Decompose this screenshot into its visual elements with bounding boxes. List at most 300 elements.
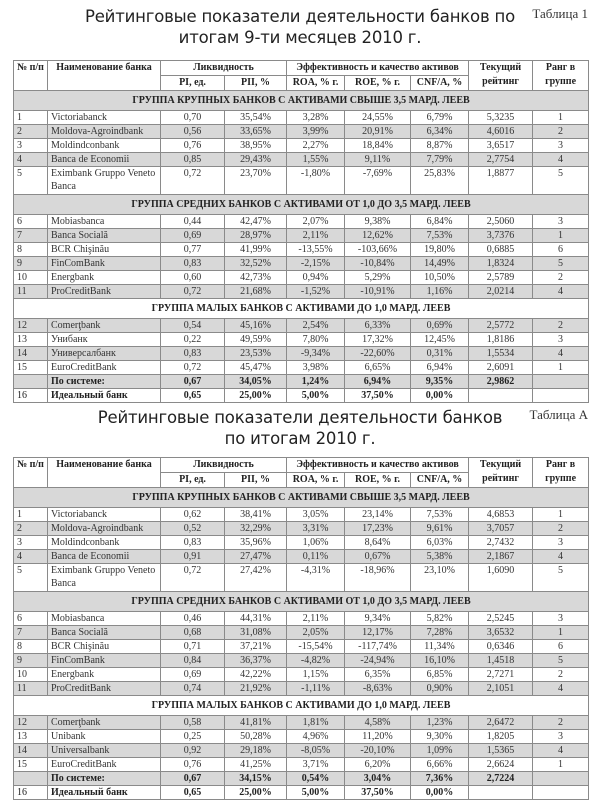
bank-row bbox=[14, 730, 589, 744]
row-number: 2 bbox=[14, 125, 48, 139]
pii-value: 32,29% bbox=[225, 522, 287, 536]
cnf-value: 11,34% bbox=[411, 640, 469, 654]
rank-value: 5 bbox=[533, 167, 589, 195]
col-rank-header: Ранг в группе bbox=[533, 458, 589, 488]
bank-row bbox=[14, 361, 589, 375]
bank-name: Moldova-Agroindbank bbox=[48, 125, 161, 139]
cnf-value: 0,31% bbox=[411, 347, 469, 361]
col-efficiency-header: Эффективность и качество активов bbox=[287, 61, 469, 76]
pii-value: 34,15% bbox=[225, 772, 287, 786]
row-number: 8 bbox=[14, 243, 48, 257]
rank-value: 6 bbox=[533, 640, 589, 654]
roe-value: -103,66% bbox=[345, 243, 411, 257]
row-number: 16 bbox=[14, 786, 48, 800]
rank-value: 1 bbox=[533, 626, 589, 640]
roe-value: 24,55% bbox=[345, 111, 411, 125]
row-number: 14 bbox=[14, 347, 48, 361]
roa-value: 2,11% bbox=[287, 612, 345, 626]
group-header-row bbox=[14, 592, 589, 612]
bank-row bbox=[14, 125, 589, 139]
ideal-bank-row bbox=[14, 786, 589, 800]
rank-value bbox=[533, 786, 589, 800]
pi-value: 0,58 bbox=[161, 716, 225, 730]
row-number: 11 bbox=[14, 682, 48, 696]
row-number: 6 bbox=[14, 612, 48, 626]
row-number: 11 bbox=[14, 285, 48, 299]
row-number: 9 bbox=[14, 257, 48, 271]
col-rank-header: Ранг в группе bbox=[533, 61, 589, 91]
rank-value: 5 bbox=[533, 654, 589, 668]
bank-name: Идеальный банк bbox=[48, 389, 161, 403]
roe-value: 4,58% bbox=[345, 716, 411, 730]
rating-value: 0,6885 bbox=[469, 243, 533, 257]
bank-row bbox=[14, 215, 589, 229]
cnf-value: 19,80% bbox=[411, 243, 469, 257]
rank-value: 3 bbox=[533, 333, 589, 347]
bank-row bbox=[14, 508, 589, 522]
roa-value: 2,07% bbox=[287, 215, 345, 229]
pi-value: 0,71 bbox=[161, 640, 225, 654]
pi-value: 0,65 bbox=[161, 786, 225, 800]
group-title: ГРУППА КРУПНЫХ БАНКОВ С АКТИВАМИ СВЫШЕ 3,5 МАРД. ЛЕЕВ bbox=[14, 91, 589, 111]
roe-value: 20,91% bbox=[345, 125, 411, 139]
bank-row bbox=[14, 536, 589, 550]
pii-value: 41,25% bbox=[225, 758, 287, 772]
rating-value: 1,5534 bbox=[469, 347, 533, 361]
rank-value: 1 bbox=[533, 758, 589, 772]
rating-value: 1,8324 bbox=[469, 257, 533, 271]
rating-value: 1,8186 bbox=[469, 333, 533, 347]
bank-name: Energbank bbox=[48, 271, 161, 285]
rating-value: 2,5060 bbox=[469, 215, 533, 229]
roa-value: -2,15% bbox=[287, 257, 345, 271]
pi-value: 0,67 bbox=[161, 772, 225, 786]
pi-value: 0,77 bbox=[161, 243, 225, 257]
pii-value: 23,53% bbox=[225, 347, 287, 361]
roa-value: -13,55% bbox=[287, 243, 345, 257]
cnf-value: 0,69% bbox=[411, 319, 469, 333]
roa-value: 4,96% bbox=[287, 730, 345, 744]
roe-value: -20,10% bbox=[345, 744, 411, 758]
roe-value: 17,32% bbox=[345, 333, 411, 347]
roe-value: 5,29% bbox=[345, 271, 411, 285]
bank-name: Eximbank Gruppo Veneto Banca bbox=[48, 564, 161, 592]
row-number: 1 bbox=[14, 111, 48, 125]
rank-value: 3 bbox=[533, 536, 589, 550]
row-number: 16 bbox=[14, 389, 48, 403]
cnf-value: 7,79% bbox=[411, 153, 469, 167]
roa-value: 5,00% bbox=[287, 389, 345, 403]
rating-value: 2,6624 bbox=[469, 758, 533, 772]
bank-row bbox=[14, 243, 589, 257]
group-header-row bbox=[14, 488, 589, 508]
row-number: 5 bbox=[14, 167, 48, 195]
bank-row bbox=[14, 167, 589, 195]
col-pii-header: PII, % bbox=[225, 76, 287, 91]
col-roe-header: ROE, % г. bbox=[345, 76, 411, 91]
cnf-value: 6,84% bbox=[411, 215, 469, 229]
bank-name: Moldindconbank bbox=[48, 139, 161, 153]
cnf-value: 6,34% bbox=[411, 125, 469, 139]
bank-row bbox=[14, 153, 589, 167]
bank-name: Unibank bbox=[48, 730, 161, 744]
bank-row bbox=[14, 682, 589, 696]
roe-value: -10,91% bbox=[345, 285, 411, 299]
roa-value: -1,52% bbox=[287, 285, 345, 299]
group-title: ГРУППА МАЛЫХ БАНКОВ С АКТИВАМИ ДО 1,0 МАРД. ЛЕЕВ bbox=[14, 696, 589, 716]
roa-value: 7,80% bbox=[287, 333, 345, 347]
group-header-row bbox=[14, 299, 589, 319]
bank-row bbox=[14, 111, 589, 125]
roe-value: -7,69% bbox=[345, 167, 411, 195]
pi-value: 0,68 bbox=[161, 626, 225, 640]
pi-value: 0,76 bbox=[161, 139, 225, 153]
bank-name: EuroCreditBank bbox=[48, 758, 161, 772]
pii-value: 21,92% bbox=[225, 682, 287, 696]
bank-row bbox=[14, 271, 589, 285]
group-header-row bbox=[14, 91, 589, 111]
row-number bbox=[14, 375, 48, 389]
cnf-value: 6,94% bbox=[411, 361, 469, 375]
col-roe-header: ROE, % г. bbox=[345, 473, 411, 488]
pii-value: 31,08% bbox=[225, 626, 287, 640]
bank-row bbox=[14, 612, 589, 626]
roe-value: 9,11% bbox=[345, 153, 411, 167]
rank-value: 5 bbox=[533, 564, 589, 592]
pi-value: 0,84 bbox=[161, 654, 225, 668]
pii-value: 33,65% bbox=[225, 125, 287, 139]
bank-row bbox=[14, 654, 589, 668]
roe-value: 37,50% bbox=[345, 389, 411, 403]
roa-value: -4,31% bbox=[287, 564, 345, 592]
col-roa-header: ROA, % г. bbox=[287, 473, 345, 488]
pii-value: 27,42% bbox=[225, 564, 287, 592]
bank-name: Banca Socială bbox=[48, 626, 161, 640]
cnf-value: 6,79% bbox=[411, 111, 469, 125]
rating-value: 2,9862 bbox=[469, 375, 533, 389]
roa-value: 1,15% bbox=[287, 668, 345, 682]
cnf-value: 12,45% bbox=[411, 333, 469, 347]
col-rating-header: Текущий рейтинг bbox=[469, 61, 533, 91]
rank-value: 3 bbox=[533, 139, 589, 153]
pii-value: 29,43% bbox=[225, 153, 287, 167]
roe-value: 6,94% bbox=[345, 375, 411, 389]
row-number: 10 bbox=[14, 668, 48, 682]
pi-value: 0,25 bbox=[161, 730, 225, 744]
row-number: 5 bbox=[14, 564, 48, 592]
pi-value: 0,72 bbox=[161, 361, 225, 375]
rank-value: 1 bbox=[533, 229, 589, 243]
row-number: 7 bbox=[14, 626, 48, 640]
row-number: 13 bbox=[14, 333, 48, 347]
bank-row bbox=[14, 550, 589, 564]
cnf-value: 1,23% bbox=[411, 716, 469, 730]
bank-name: Идеальный банк bbox=[48, 786, 161, 800]
roe-value: 8,64% bbox=[345, 536, 411, 550]
cnf-value: 0,90% bbox=[411, 682, 469, 696]
pi-value: 0,72 bbox=[161, 564, 225, 592]
col-liquidity-header: Ликвидность bbox=[161, 458, 287, 473]
bank-name: Mobiasbanca bbox=[48, 215, 161, 229]
cnf-value: 0,00% bbox=[411, 389, 469, 403]
table-2-title: Рейтинговые показатели деятельности банков по итогам 2010 г. bbox=[97, 408, 503, 448]
bank-row bbox=[14, 139, 589, 153]
rating-value: 2,5772 bbox=[469, 319, 533, 333]
roa-value: -1,80% bbox=[287, 167, 345, 195]
row-number: 1 bbox=[14, 508, 48, 522]
bank-row bbox=[14, 640, 589, 654]
pii-value: 42,22% bbox=[225, 668, 287, 682]
roa-value: 0,94% bbox=[287, 271, 345, 285]
row-number: 3 bbox=[14, 139, 48, 153]
row-number: 15 bbox=[14, 361, 48, 375]
group-header-row bbox=[14, 195, 589, 215]
pi-value: 0,54 bbox=[161, 319, 225, 333]
bank-row bbox=[14, 333, 589, 347]
row-number: 13 bbox=[14, 730, 48, 744]
table-header bbox=[14, 61, 589, 91]
bank-name: Energbank bbox=[48, 668, 161, 682]
roa-value: 0,11% bbox=[287, 550, 345, 564]
rank-value bbox=[533, 375, 589, 389]
pi-value: 0,67 bbox=[161, 375, 225, 389]
bank-name: Victoriabanck bbox=[48, 111, 161, 125]
roa-value: 3,71% bbox=[287, 758, 345, 772]
rank-value: 2 bbox=[533, 125, 589, 139]
pii-value: 50,28% bbox=[225, 730, 287, 744]
bank-name: Moldova-Agroindbank bbox=[48, 522, 161, 536]
bank-name: ProCreditBank bbox=[48, 285, 161, 299]
pii-value: 35,96% bbox=[225, 536, 287, 550]
roe-value: 37,50% bbox=[345, 786, 411, 800]
roe-value: 12,17% bbox=[345, 626, 411, 640]
bank-name: Унибанк bbox=[48, 333, 161, 347]
rating-value: 2,0214 bbox=[469, 285, 533, 299]
rating-value: 2,1051 bbox=[469, 682, 533, 696]
rank-value: 4 bbox=[533, 153, 589, 167]
rating-value: 4,6853 bbox=[469, 508, 533, 522]
cnf-value: 8,87% bbox=[411, 139, 469, 153]
rank-value: 6 bbox=[533, 243, 589, 257]
bank-row bbox=[14, 347, 589, 361]
roa-value: 1,06% bbox=[287, 536, 345, 550]
pi-value: 0,83 bbox=[161, 347, 225, 361]
pii-value: 25,00% bbox=[225, 389, 287, 403]
roa-value: 3,31% bbox=[287, 522, 345, 536]
rating-value: 4,6016 bbox=[469, 125, 533, 139]
rating-value: 2,5245 bbox=[469, 612, 533, 626]
cnf-value: 14,49% bbox=[411, 257, 469, 271]
row-number: 9 bbox=[14, 654, 48, 668]
col-pi-header: PI, ед. bbox=[161, 76, 225, 91]
pii-value: 21,68% bbox=[225, 285, 287, 299]
pi-value: 0,44 bbox=[161, 215, 225, 229]
roa-value: 3,98% bbox=[287, 361, 345, 375]
pii-value: 37,21% bbox=[225, 640, 287, 654]
pii-value: 42,47% bbox=[225, 215, 287, 229]
row-number: 15 bbox=[14, 758, 48, 772]
roe-value: -18,96% bbox=[345, 564, 411, 592]
rank-value: 2 bbox=[533, 522, 589, 536]
bank-name: Eximbank Gruppo Veneto Banca bbox=[48, 167, 161, 195]
pi-value: 0,74 bbox=[161, 682, 225, 696]
rank-value: 4 bbox=[533, 285, 589, 299]
pii-value: 23,70% bbox=[225, 167, 287, 195]
pii-value: 44,31% bbox=[225, 612, 287, 626]
rating-value: 1,5365 bbox=[469, 744, 533, 758]
roe-value: 6,33% bbox=[345, 319, 411, 333]
rank-value: 2 bbox=[533, 716, 589, 730]
rating-value: 0,6346 bbox=[469, 640, 533, 654]
col-liquidity-header: Ликвидность bbox=[161, 61, 287, 76]
pi-value: 0,62 bbox=[161, 508, 225, 522]
cnf-value: 7,53% bbox=[411, 229, 469, 243]
pi-value: 0,92 bbox=[161, 744, 225, 758]
rating-value: 3,7376 bbox=[469, 229, 533, 243]
pii-value: 42,73% bbox=[225, 271, 287, 285]
bank-name: Moldindconbank bbox=[48, 536, 161, 550]
roe-value: -8,63% bbox=[345, 682, 411, 696]
bank-name: Universalbank bbox=[48, 744, 161, 758]
row-number: 8 bbox=[14, 640, 48, 654]
rating-value: 1,8205 bbox=[469, 730, 533, 744]
cnf-value: 6,85% bbox=[411, 668, 469, 682]
roe-value: 23,14% bbox=[345, 508, 411, 522]
pi-value: 0,22 bbox=[161, 333, 225, 347]
row-number: 3 bbox=[14, 536, 48, 550]
cnf-value: 9,30% bbox=[411, 730, 469, 744]
cnf-value: 5,38% bbox=[411, 550, 469, 564]
pi-value: 0,83 bbox=[161, 536, 225, 550]
table-2-label: Таблица А bbox=[529, 407, 588, 422]
rating-value: 3,6532 bbox=[469, 626, 533, 640]
table-1-label: Таблица 1 bbox=[532, 6, 588, 21]
roe-value: 6,20% bbox=[345, 758, 411, 772]
roa-value: -1,11% bbox=[287, 682, 345, 696]
bank-row bbox=[14, 758, 589, 772]
roa-value: -9,34% bbox=[287, 347, 345, 361]
ideal-bank-row bbox=[14, 389, 589, 403]
row-number: 6 bbox=[14, 215, 48, 229]
group-title: ГРУППА МАЛЫХ БАНКОВ С АКТИВАМИ ДО 1,0 МАРД. ЛЕЕВ bbox=[14, 299, 589, 319]
row-number: 4 bbox=[14, 550, 48, 564]
group-header-row bbox=[14, 696, 589, 716]
pii-value: 28,97% bbox=[225, 229, 287, 243]
bank-row bbox=[14, 716, 589, 730]
roa-value: 2,11% bbox=[287, 229, 345, 243]
roa-value: 2,05% bbox=[287, 626, 345, 640]
bank-row bbox=[14, 564, 589, 592]
col-num-header: № п/п bbox=[14, 458, 48, 488]
rank-value: 4 bbox=[533, 682, 589, 696]
col-efficiency-header: Эффективность и качество активов bbox=[287, 458, 469, 473]
col-pii-header: PII, % bbox=[225, 473, 287, 488]
roe-value: 0,67% bbox=[345, 550, 411, 564]
col-num-header: № п/п bbox=[14, 61, 48, 91]
roe-value: 11,20% bbox=[345, 730, 411, 744]
rating-value: 2,7432 bbox=[469, 536, 533, 550]
cnf-value: 25,83% bbox=[411, 167, 469, 195]
roe-value: -22,60% bbox=[345, 347, 411, 361]
roa-value: 3,99% bbox=[287, 125, 345, 139]
rating-value: 2,5789 bbox=[469, 271, 533, 285]
roa-value: 1,24% bbox=[287, 375, 345, 389]
pii-value: 35,54% bbox=[225, 111, 287, 125]
group-title: ГРУППА СРЕДНИХ БАНКОВ С АКТИВАМИ ОТ 1,0 ДО 3,5 МАРД. ЛЕЕВ bbox=[14, 592, 589, 612]
col-rating-header: Текущий рейтинг bbox=[469, 458, 533, 488]
rating-value: 2,7754 bbox=[469, 153, 533, 167]
pi-value: 0,46 bbox=[161, 612, 225, 626]
rank-value: 3 bbox=[533, 215, 589, 229]
pii-value: 45,16% bbox=[225, 319, 287, 333]
bank-name: Универсалбанк bbox=[48, 347, 161, 361]
cnf-value: 10,50% bbox=[411, 271, 469, 285]
rank-value: 1 bbox=[533, 111, 589, 125]
bank-row bbox=[14, 285, 589, 299]
cnf-value: 7,36% bbox=[411, 772, 469, 786]
cnf-value: 9,61% bbox=[411, 522, 469, 536]
roe-value: 6,65% bbox=[345, 361, 411, 375]
rating-table-2 bbox=[13, 457, 589, 800]
rating-value: 3,7057 bbox=[469, 522, 533, 536]
bank-row bbox=[14, 626, 589, 640]
row-number: 4 bbox=[14, 153, 48, 167]
pii-value: 38,41% bbox=[225, 508, 287, 522]
pii-value: 25,00% bbox=[225, 786, 287, 800]
bank-row bbox=[14, 257, 589, 271]
rating-value: 2,6472 bbox=[469, 716, 533, 730]
bank-name: По системе: bbox=[48, 375, 161, 389]
roa-value: 1,81% bbox=[287, 716, 345, 730]
rating-value: 1,6090 bbox=[469, 564, 533, 592]
bank-row bbox=[14, 319, 589, 333]
cnf-value: 0,00% bbox=[411, 786, 469, 800]
rank-value: 4 bbox=[533, 744, 589, 758]
rank-value: 4 bbox=[533, 550, 589, 564]
col-roa-header: ROA, % г. bbox=[287, 76, 345, 91]
rating-value: 2,7271 bbox=[469, 668, 533, 682]
bank-name: Banca Socială bbox=[48, 229, 161, 243]
rating-value: 1,4518 bbox=[469, 654, 533, 668]
roe-value: -10,84% bbox=[345, 257, 411, 271]
bank-name: BCR Chişinău bbox=[48, 640, 161, 654]
rank-value bbox=[533, 389, 589, 403]
system-total-row bbox=[14, 772, 589, 786]
pii-value: 32,52% bbox=[225, 257, 287, 271]
row-number: 14 bbox=[14, 744, 48, 758]
bank-row bbox=[14, 229, 589, 243]
row-number: 12 bbox=[14, 319, 48, 333]
cnf-value: 9,35% bbox=[411, 375, 469, 389]
rating-value: 2,6091 bbox=[469, 361, 533, 375]
bank-name: Comerţbank bbox=[48, 716, 161, 730]
roa-value: -4,82% bbox=[287, 654, 345, 668]
pi-value: 0,60 bbox=[161, 271, 225, 285]
bank-name: Banca de Economii bbox=[48, 550, 161, 564]
table-1-title: Рейтинговые показатели деятельности банков по итогам 9-ти месяцев 2010 г. bbox=[84, 7, 516, 47]
roe-value: 9,34% bbox=[345, 612, 411, 626]
bank-name: BCR Chişinău bbox=[48, 243, 161, 257]
rating-table-1 bbox=[13, 60, 589, 403]
pi-value: 0,69 bbox=[161, 229, 225, 243]
rank-value: 3 bbox=[533, 730, 589, 744]
rank-value: 5 bbox=[533, 257, 589, 271]
pi-value: 0,65 bbox=[161, 389, 225, 403]
roa-value: 2,27% bbox=[287, 139, 345, 153]
bank-name: Mobiasbanca bbox=[48, 612, 161, 626]
rating-value: 3,6517 bbox=[469, 139, 533, 153]
row-number: 2 bbox=[14, 522, 48, 536]
